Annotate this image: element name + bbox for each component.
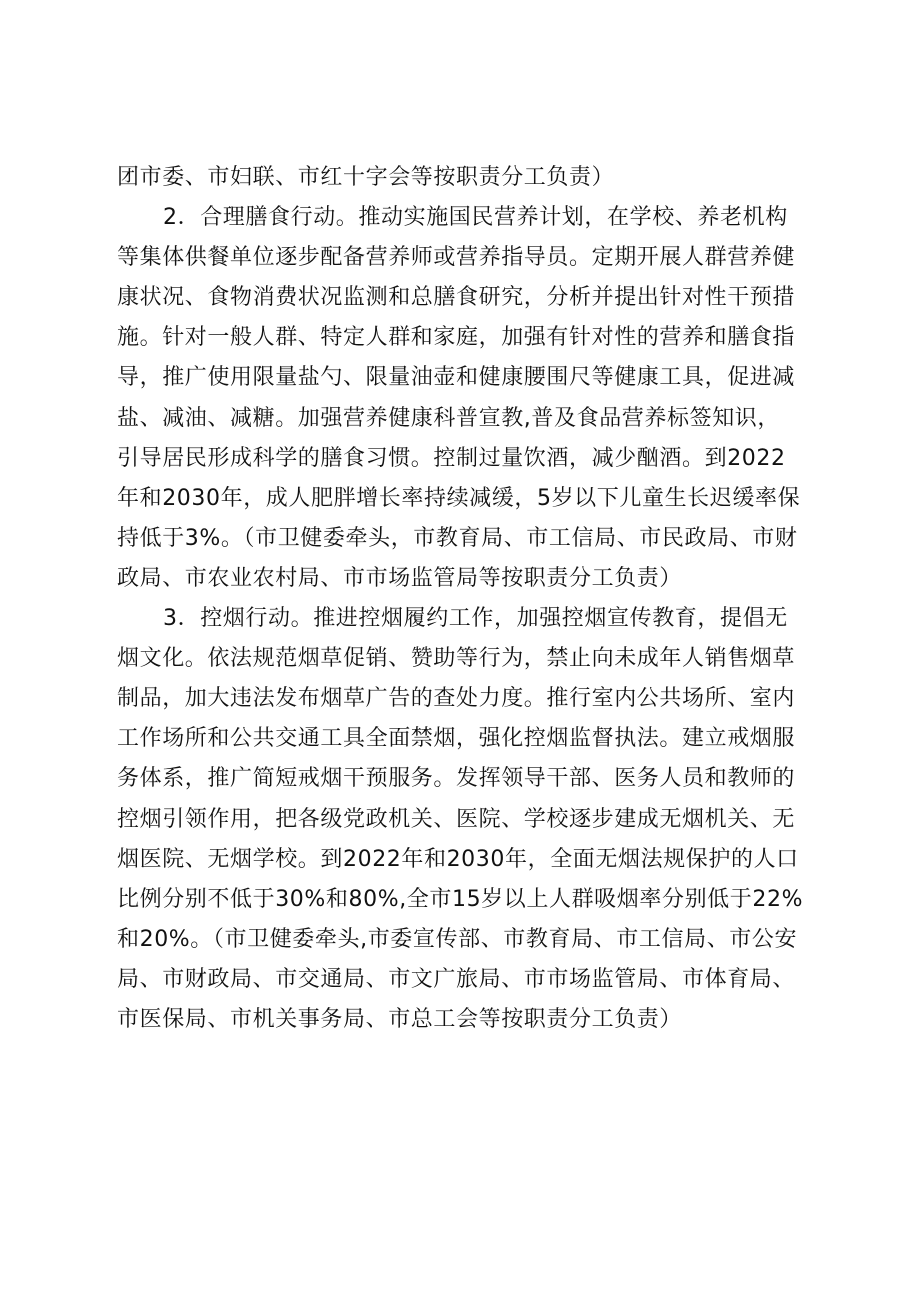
document-body	[117, 158, 817, 1040]
text-line: 持低于3%。（市卫健委牵头，市教育局、市工信局、市民政局、市财	[117, 525, 798, 551]
text-line: 导，推广使用限量盐勺、限量油壶和健康腰围尺等健康工具，促进减	[117, 365, 796, 391]
text-line: 工作场所和公共交通工具全面禁烟，强化控烟监督执法。建立戒烟服	[117, 726, 796, 752]
text-line: 和20%。（市卫健委牵头,市委宣传部、市教育局、市工信局、市公安	[117, 926, 798, 952]
text-line: 施。针对一般人群、特定人群和家庭，加强有针对性的营养和膳食指	[117, 325, 796, 351]
text-line: 盐、减油、减糖。加强营养健康科普宣教,普及食品营养标签知识，	[117, 405, 780, 431]
text-line: 烟文化。依法规范烟草促销、赞助等行为，禁止向未成年人销售烟草	[117, 646, 796, 672]
text-line: 市医保局、市机关事务局、市总工会等按职责分工负责）	[117, 1006, 683, 1032]
text-line: 年和2030年，成人肥胖增长率持续减缓，5岁以下儿童生长迟缓率保	[117, 485, 801, 511]
text-line: 务体系，推广简短戒烟干预服务。发挥领导干部、医务人员和教师的	[117, 766, 796, 792]
text-line: 团市委、市妇联、市红十字会等按职责分工负责）	[117, 165, 615, 190]
text-line: 政局、市农业农村局、市市场监管局等按职责分工负责）	[117, 565, 683, 591]
text-line: 烟医院、无烟学校。到2022年和2030年，全面无烟法规保护的人口	[117, 846, 799, 872]
section-heading-line: 3．控烟行动。推进控烟履约工作，加强控烟宣传教育，提倡无	[163, 606, 788, 632]
section-heading-line: 2．合理膳食行动。推动实施国民营养计划，在学校、养老机构	[163, 205, 788, 231]
text-line: 制品，加大违法发布烟草广告的查处力度。推行室内公共场所、室内	[117, 686, 796, 712]
text-line: 比例分别不低于30%和80%,全市15岁以上人群吸烟率分别低于22%	[117, 886, 804, 912]
text-line: 局、市财政局、市交通局、市文广旅局、市市场监管局、市体育局、	[117, 966, 796, 992]
text-line: 控烟引领作用，把各级党政机关、医院、学校逐步建成无烟机关、无	[117, 806, 796, 832]
text-line: 引导居民形成科学的膳食习惯。控制过量饮酒，减少酗酒。到2022	[117, 445, 786, 471]
text-line: 康状况、食物消费状况监测和总膳食研究，分析并提出针对性干预措	[117, 285, 796, 311]
text-line: 等集体供餐单位逐步配备营养师或营养指导员。定期开展人群营养健	[117, 245, 796, 271]
